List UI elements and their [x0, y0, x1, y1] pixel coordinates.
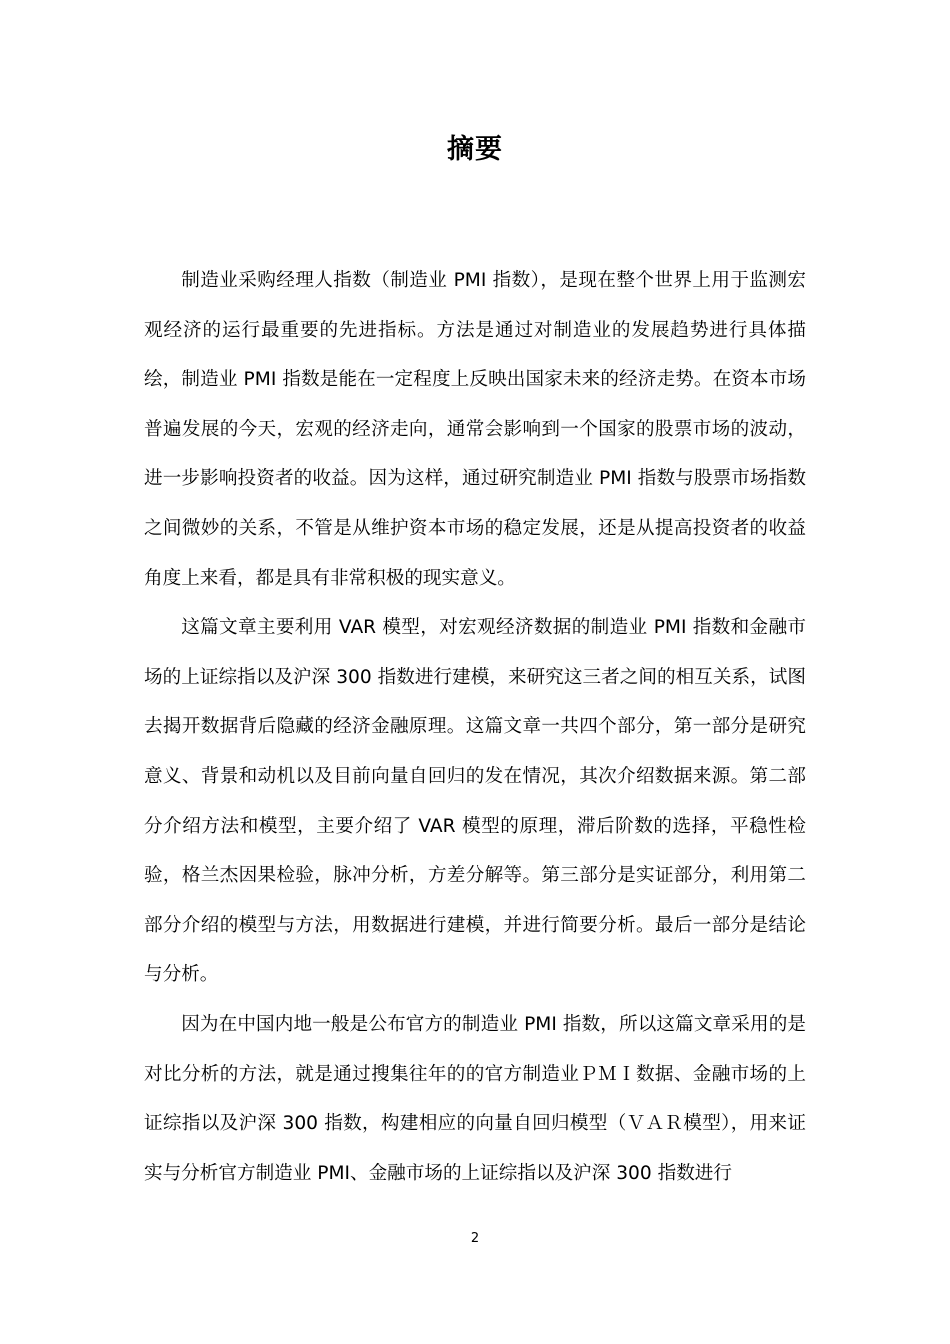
paragraph-2: 这篇文章主要利用 VAR 模型，对宏观经济数据的制造业 PMI 指数和金融市场的上证综指以及沪深 300 指数进行建模，来研究这三者之间的相互关系，试图去揭开数据背后隐藏的经济金融原理。这篇文章一共四个部分，第一部分是研究意义、背景和动机以及目前向量自回归的发在情况，其次介绍数据来源。第二部分介绍方法和模型，主要介绍了 VAR 模型的原理，滞后阶数的选择，平稳性检验，格兰杰因果检验，脉冲分析，方差分解等。第三部分是实证部分，利用第二部分介绍的模型与方法，用数据进行建模，并进行简要分析。最后一部分是结论与分析。: [144, 617, 806, 986]
page-title: 摘要: [447, 134, 503, 165]
abstract-body: [144, 256, 806, 1198]
paragraph-1: 制造业采购经理人指数（制造业 PMI 指数），是现在整个世界上用于监测宏观经济的运行最重要的先进指标。方法是通过对制造业的发展趋势进行具体描绘，制造业 PMI 指数是能在一定程度上反映出国家未来的经济走势。在资本市场普遍发展的今天，宏观的经济走向，通常会影响到一个国家的股票市场的波动，进一步影响投资者的收益。因为这样，通过研究制造业 PMI 指数与股票市场指数之间微妙的关系，不管是从维护资本市场的稳定发展，还是从提高投资者的收益角度上来看，都是具有非常积极的现实意义。: [144, 270, 806, 589]
page-number: 2: [470, 1231, 480, 1246]
paragraph-3: 因为在中国内地一般是公布官方的制造业 PMI 指数，所以这篇文章采用的是对比分析的方法，就是通过搜集往年的的官方制造业ＰＭＩ数据、金融市场的上证综指以及沪深 300 指数，构建相应的向量自回归模型（ＶＡＲ模型），用来证实与分析官方制造业 PMI、金融市场的上证综指以及沪深 300 指数进行: [144, 1013, 806, 1184]
